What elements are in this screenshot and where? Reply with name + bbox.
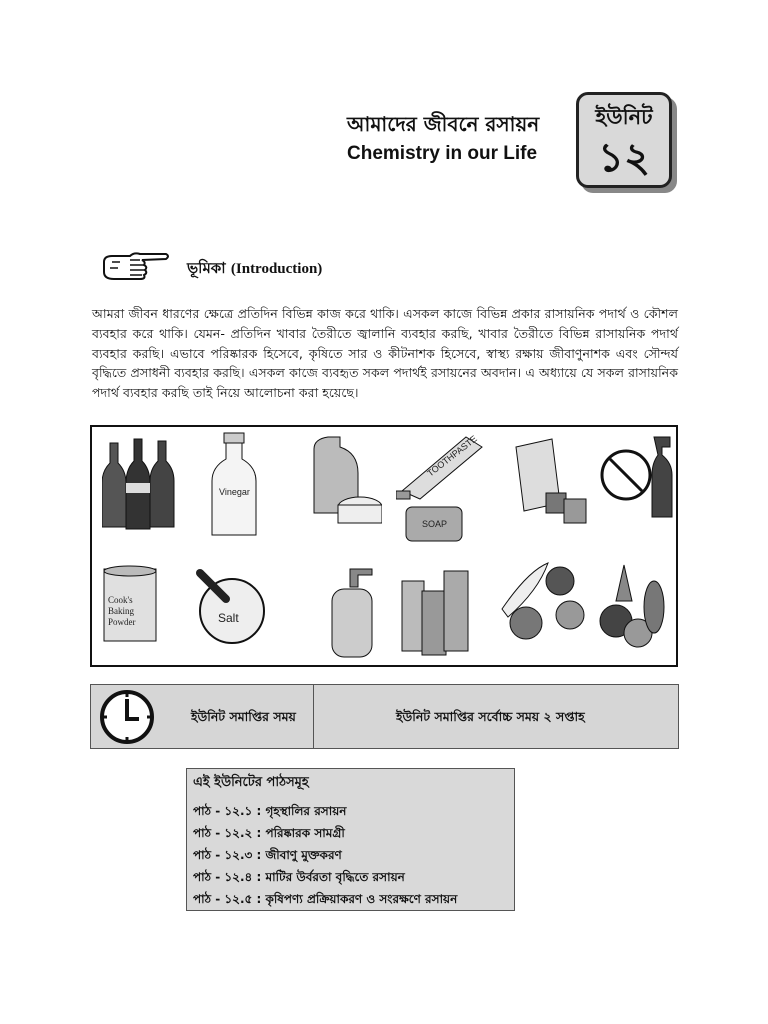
lessons-box: [186, 768, 515, 911]
chemistry-products-illustration: [90, 425, 678, 667]
unit-time-value: ইউনিট সমাপ্তির সর্বোচ্চ সময় ২ সপ্তাহ: [396, 709, 585, 724]
salt-bowl-image: [192, 567, 272, 647]
page-title-bengali: আমাদের জীবনে রসায়ন: [347, 112, 540, 136]
lesson-item: পাঠ - ১২.৫ : কৃষিপণ্য প্রক্রিয়াকরণ ও সংরক্ষণে রসায়ন: [193, 892, 458, 906]
introduction-heading-bengali: ভূমিকা: [187, 259, 226, 277]
pointing-hand-icon: [100, 248, 170, 288]
detergent-bottle-image: [302, 431, 382, 531]
lesson-item: পাঠ - ১২.২ : পরিষ্কারক সামগ্রী: [193, 826, 345, 840]
toothpaste-label: TOOTHPASTE: [425, 433, 479, 479]
vegetables-image: [598, 561, 676, 655]
soft-drink-bottles-image: [102, 433, 182, 533]
table-divider: [313, 685, 314, 748]
introduction-heading-english: (Introduction): [230, 261, 323, 277]
lesson-item: পাঠ - ১২.১ : গৃহস্থালির রসায়ন: [193, 804, 347, 818]
baking-label-line-1: Cook's: [108, 595, 133, 605]
unit-time-table: [90, 684, 679, 749]
unit-badge: [576, 92, 672, 188]
vinegar-bottle-image: [204, 431, 264, 539]
unit-label: ইউনিট: [595, 105, 653, 129]
salt-label: Salt: [218, 611, 239, 625]
fertilizer-bags-image: [506, 433, 596, 533]
fruits-image: [498, 561, 590, 645]
unit-number: ১২: [598, 135, 650, 181]
vinegar-label: Vinegar: [219, 487, 250, 497]
baking-label-line-3: Powder: [108, 617, 136, 627]
introduction-paragraph: আমরা জীবন ধারণের ক্ষেত্রে প্রতিদিন বিভিন্ন কাজ করে থাকি। এসকল কাজে বিভিন্ন প্রকার রাসায়নিক পদার্থ ও কৌশল ব্যবহার করে থাকি। যেমন- প্রতিদিন খাবার তৈরীতে জ্বালানি ব্যবহার করছি, খাবার তৈরীতে বিভিন্ন রাসায়নিক পদার্থ ব্যবহার করছি। এভাবে পরিষ্কারক হিসেবে, কৃষিতে সার ও কীটনাশক হিসেবে, স্বাস্থ্য রক্ষায় জীবাণুনাশক এবং সৌন্দর্য বৃদ্ধিতে প্রসাধনী ব্যবহার করছি। এসকল কাজে ব্যবহৃত সকল পদার্থই রসায়নের অবদান। এ অধ্যায়ে যে সকল রাসায়নিক পদার্থ ব্যবহার করছি তাই নিয়ে আলোচনা করা হয়েছে।: [92, 306, 678, 401]
liquid-soap-bottle-image: [324, 565, 384, 661]
unit-time-label: ইউনিট সমাপ্তির সময়: [191, 709, 296, 724]
lesson-item: পাঠ - ১২.৩ : জীবাণু মুক্তকরণ: [193, 848, 342, 862]
food-packets-image: [398, 567, 478, 659]
baking-label-line-2: Baking: [108, 606, 134, 616]
insecticide-spray-image: [598, 431, 676, 527]
introduction-heading: [187, 257, 322, 282]
lesson-item: পাঠ - ১২.৪ : মাটির উর্বরতা বৃদ্ধিতে রসায়ন: [193, 870, 405, 884]
page-title-english: Chemistry in our Life: [347, 143, 538, 164]
baking-powder-label: [108, 595, 136, 628]
lessons-heading: এই ইউনিটের পাঠসমূহ: [193, 775, 309, 790]
clock-icon: [99, 689, 155, 745]
soap-label: SOAP: [422, 519, 448, 529]
